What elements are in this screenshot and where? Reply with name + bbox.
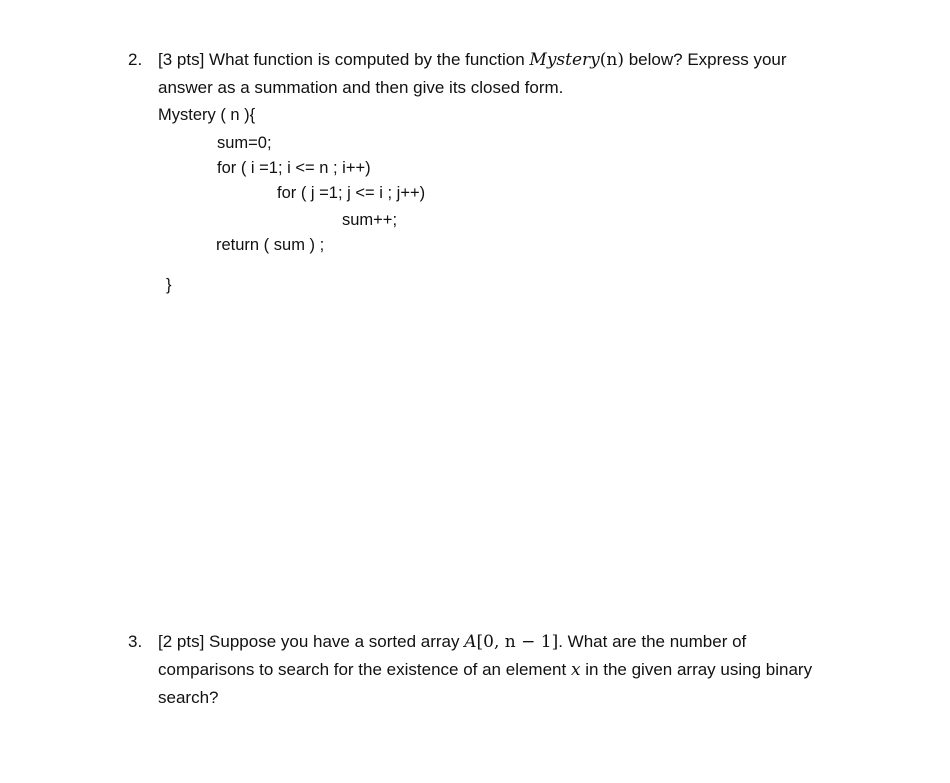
- question-3-line2-before: comparisons to search for the existence of an element: [158, 660, 567, 679]
- code-sum-init: sum=0;: [217, 134, 272, 152]
- question-2: [128, 50, 888, 310]
- question-2-number: 2.: [128, 50, 143, 69]
- question-2-points: [3 pts]: [158, 50, 205, 69]
- question-3-prompt-line-2: [158, 660, 812, 680]
- question-3-prompt-line-1: [158, 632, 746, 652]
- code-outer-loop: for ( i =1; i <= n ; i++): [217, 159, 371, 177]
- question-3-number: 3.: [128, 632, 143, 651]
- array-range-math: [0, n − 1]: [476, 632, 559, 652]
- question-2-text-before: What function is computed by the function: [209, 50, 525, 69]
- question-3: [128, 632, 888, 722]
- question-2-prompt-line-2: answer as a summation and then give its closed form.: [158, 78, 564, 97]
- code-closing-brace: }: [166, 276, 172, 294]
- question-3-text-after: . What are the number of: [558, 632, 747, 651]
- question-3-prompt-line-3: search?: [158, 688, 219, 707]
- question-3-points: [2 pts]: [158, 632, 205, 651]
- array-name-math: A: [464, 632, 477, 652]
- question-2-prompt-line-1: [158, 50, 787, 70]
- code-increment: sum++;: [342, 211, 398, 229]
- code-inner-loop: for ( j =1; j <= i ; j++): [277, 184, 426, 202]
- question-3-line2-after: in the given array using binary: [585, 660, 813, 679]
- function-arg-math: (n): [599, 50, 624, 70]
- code-return: return ( sum ) ;: [216, 236, 325, 254]
- code-function-header: Mystery ( n ){: [158, 106, 256, 124]
- element-var-math: x: [570, 660, 581, 680]
- function-name-math: Mystery: [529, 50, 600, 70]
- question-2-text-after: below? Express your: [628, 50, 787, 69]
- question-3-text-before: Suppose you have a sorted array: [209, 632, 460, 651]
